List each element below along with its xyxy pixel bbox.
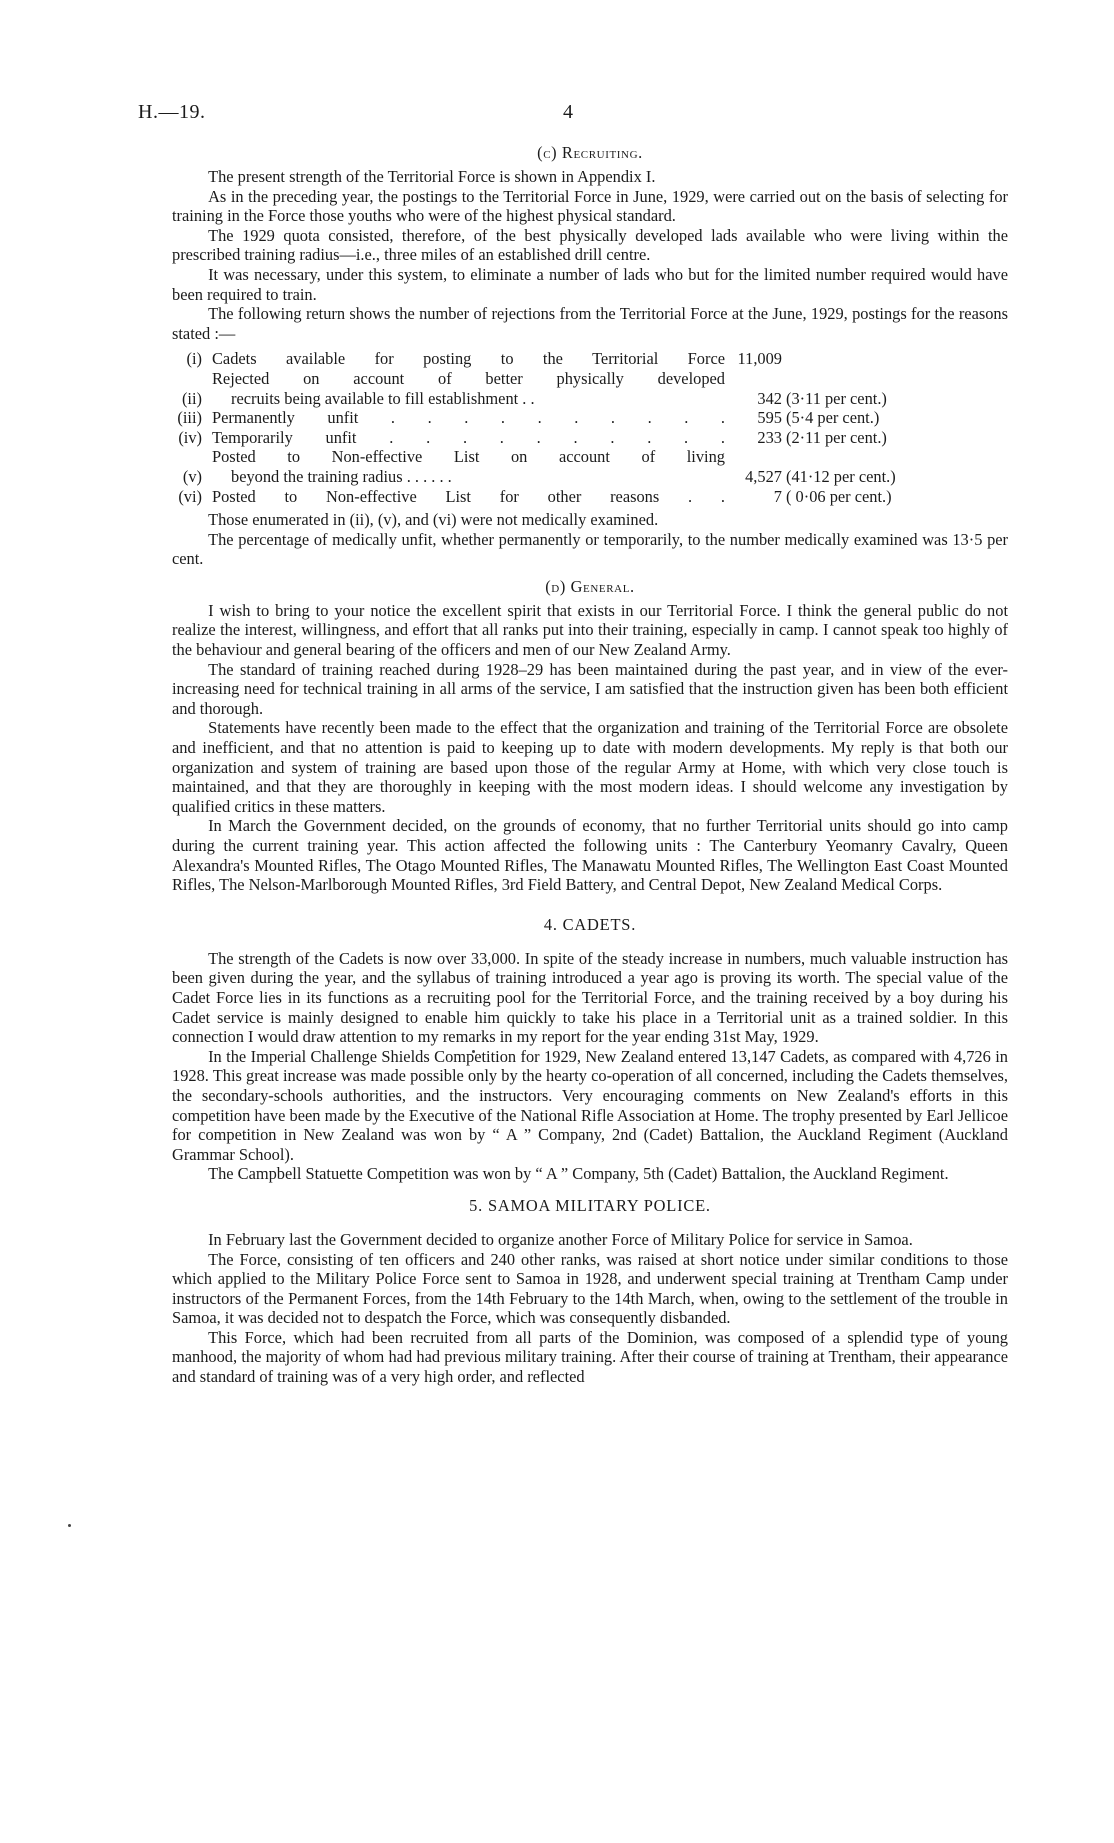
section-heading-samoa: 5. SAMOA MILITARY POLICE. <box>469 1195 711 1215</box>
subheading-recruiting: (c) Recruiting. <box>537 143 643 162</box>
row-percentage: (41·12 per cent.) <box>786 466 896 486</box>
row-description: Permanently unfit . . . . . . . . . . <box>212 408 725 428</box>
rejections-row <box>172 349 1008 369</box>
paragraph: This Force, which had been recruited from all parts of the Dominion, was composed of a splendid type of young manhood, the majority of whom had had previous military training. After their course of training at Trentham, their appearance and standard of training was of a very high order, and reflected <box>172 1327 1008 1387</box>
row-value: 233 <box>757 427 782 447</box>
document-body <box>172 143 1008 1387</box>
paragraph: The strength of the Cadets is now over 33,000. In spite of the steady increase in numbers, much valuable instruction has been given during the year, and the syllabus of training introduced a year ago is proving its worth. The special value of the Cadet Force lies in its functions as a recruiting pool for the Territorial Force, and the training received by a boy during his Cadet service is mainly designed to enable him quickly to take his place in a Territorial unit as a trained soldier. In this connection I would draw attention to my remarks in my report for the year ending 31st May, 1929. <box>172 948 1008 1047</box>
paragraph: As in the preceding year, the postings to the Territorial Force in June, 1929, were carried out on the basis of selecting for training in the Force those youths who were of the highest physical standard. <box>172 186 1008 226</box>
document-reference: H.—19. <box>138 101 206 123</box>
paragraph: The percentage of medically unfit, whether permanently or temporarily, to the number medically examined was 13·5 per cent. <box>172 529 1008 569</box>
row-value: 595 <box>757 408 782 428</box>
row-percentage: (3·11 per cent.) <box>786 388 887 408</box>
paragraph: Those enumerated in (ii), (v), and (vi) were not medically examined. <box>208 510 659 530</box>
rejections-row <box>172 428 1008 448</box>
row-numeral: (ii) <box>181 388 202 408</box>
row-numeral: (iii) <box>177 408 202 428</box>
stray-mark <box>68 1524 71 1527</box>
row-description: Temporarily unfit . . . . . . . . . . <box>212 427 725 447</box>
row-description: Posted to Non-effective List for other reasons . . <box>212 486 725 506</box>
paragraph: The present strength of the Territorial Force is shown in Appendix I. <box>208 167 656 186</box>
paragraph: It was necessary, under this system, to eliminate a number of lads who but for the limited number required would have been required to train. <box>172 264 1008 304</box>
subheading-general: (d) General. <box>545 576 635 596</box>
row-value: 11,009 <box>737 349 782 369</box>
row-description: Cadets available for posting to the Territorial Force <box>212 349 725 369</box>
rejections-row <box>172 408 1008 428</box>
paragraph: The standard of training reached during 1928–29 has been maintained during the past year, and in view of the ever-increasing need for technical training in all arms of the service, I am satisfied that the instruction given has been both efficient and thorough. <box>172 659 1008 718</box>
section-heading-cadets: 4. CADETS. <box>543 914 637 934</box>
row-numeral: (vi) <box>178 486 202 506</box>
paragraph: I wish to bring to your notice the excellent spirit that exists in our Territorial Force. I think the general public do not realize the interest, willingness, and effort that all ranks put into their training, especially in camp. I cannot speak too highly of the behaviour and general bearing of the officers and men of our New Zealand Army. <box>172 600 1008 660</box>
paragraph: The 1929 quota consisted, therefore, of the best physically developed lads available who were living within the prescribed training radius—i.e., three miles of an established drill centre. <box>172 225 1008 265</box>
row-numeral: (v) <box>182 466 202 486</box>
paragraph: In the Imperial Challenge Shields Competition for 1929, New Zealand entered 13,147 Cadets, as compared with 4,726 in 1928. This great increase was made possible only by the hearty co-operation of all concerned, including the Cadets themselves, the secondary-schools authorities, and the instructors. Very encouraging comments on New Zealand's efforts in this competition have been made by the Executive of the National Rifle Association at Home. The trophy presented by Earl Jellicoe for competition in New Zealand was won by “ A ” Company, 2nd (Cadet) Battalion, the Auckland Regiment (Auckland Grammar School). <box>172 1046 1008 1164</box>
row-numeral: (i) <box>186 349 202 369</box>
page-number: 4 <box>563 101 573 123</box>
rejections-row <box>172 487 1008 507</box>
paragraph: The Campbell Statuette Competition was won by “ A ” Company, 5th (Cadet) Battalion, the Auckland Regiment. <box>208 1164 949 1184</box>
rejections-table <box>172 349 1008 506</box>
row-percentage: (2·11 per cent.) <box>786 427 887 447</box>
row-description: Rejected on account of better physically developed recruits being available to fill establishment . . <box>212 368 725 408</box>
row-percentage: ( 0·06 per cent.) <box>786 486 892 506</box>
row-value: 4,527 <box>745 466 782 486</box>
row-value: 7 <box>773 486 782 506</box>
paragraph: In March the Government decided, on the grounds of economy, that no further Territorial units should go into camp during the current training year. This action affected the following units : The Canterbury Yeomanry Cavalry, Queen Alexandra's Mounted Rifles, The Otago Mounted Rifles, The Manawatu Mounted Rifles, The Wellington East Coast Mounted Rifles, The Nelson-Marlborough Mounted Rifles, 3rd Field Battery, and Central Depot, New Zealand Medical Corps. <box>172 816 1008 895</box>
paragraph: In February last the Government decided to organize another Force of Military Police for service in Samoa. <box>208 1229 913 1249</box>
paragraph: The following return shows the number of rejections from the Territorial Force at the June, 1929, postings for the reasons stated :— <box>172 304 1008 343</box>
paragraph: Statements have recently been made to the effect that the organization and training of the Territorial Force are obsolete and inefficient, and that no attention is paid to keeping up to date with modern developments. My reply is that both our organization and system of training are based upon those of the regular Army at Home, with which very close touch is maintained, and that they are thoroughly in keeping with the most modern ideas. I should welcome any investigation by qualified critics in these matters. <box>172 718 1008 816</box>
page-header <box>0 101 1114 127</box>
row-value: 342 <box>757 388 782 408</box>
row-percentage: (5·4 per cent.) <box>786 408 880 428</box>
row-description: Posted to Non-effective List on account of living beyond the training radius . . . . . . <box>212 447 725 486</box>
rejections-row <box>172 369 1008 408</box>
row-numeral: (iv) <box>178 427 202 447</box>
paragraph: The Force, consisting of ten officers and 240 other ranks, was raised at short notice under similar conditions to those which applied to the Military Police Force sent to Samoa in 1928, and underwent special training at Trentham Camp under instructors of the Permanent Forces, from the 14th February to the 14th March, when, owing to the settlement of the trouble in Samoa, it was decided not to despatch the Force, which was consequently disbanded. <box>172 1249 1008 1328</box>
rejections-row <box>172 447 1008 486</box>
